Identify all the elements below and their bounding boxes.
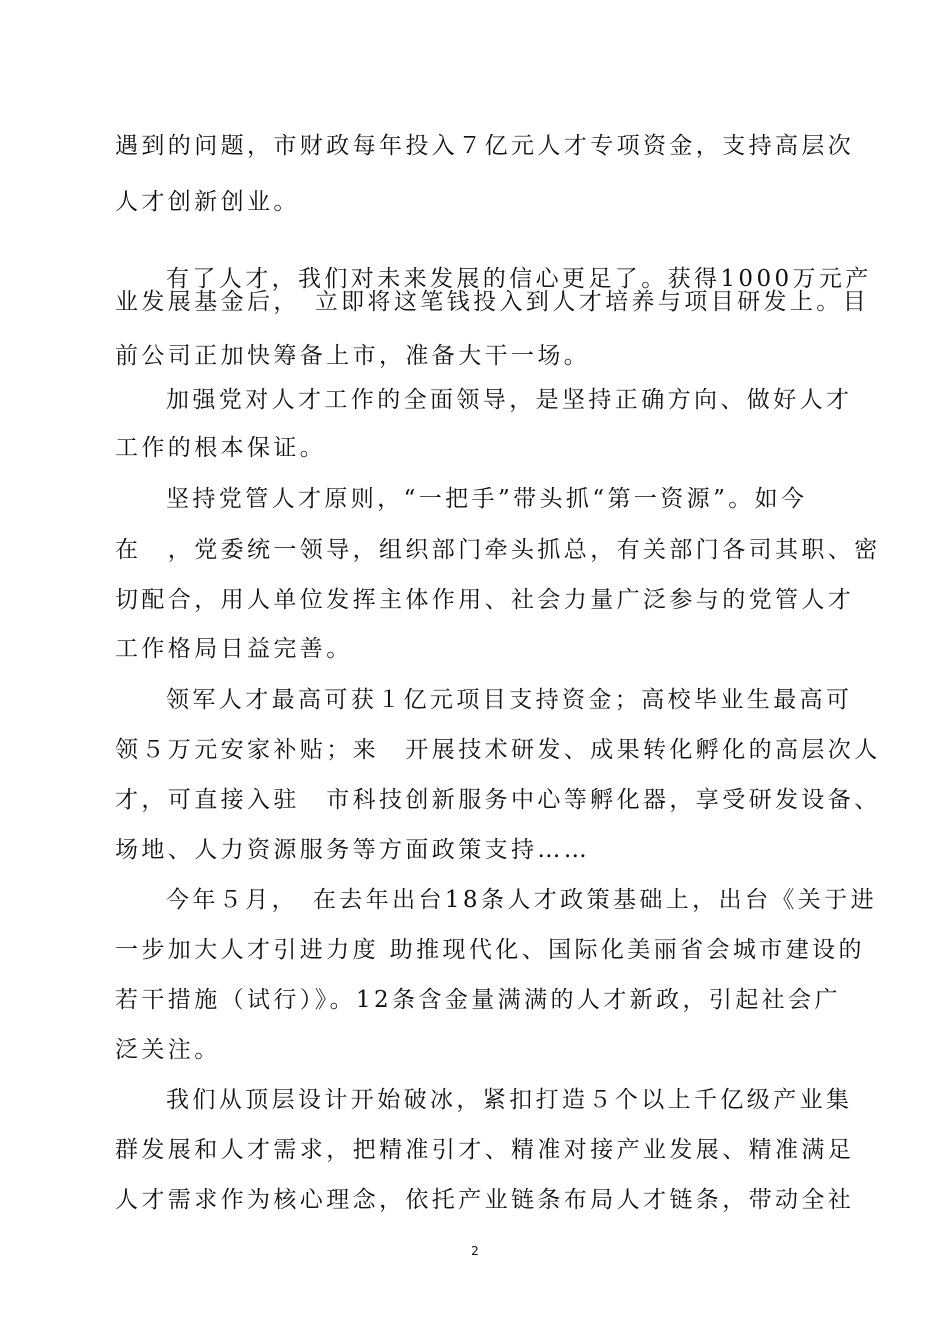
page-number: 2 (471, 1244, 479, 1258)
text-line: 群发展和人才需求，把精准引才、精准对接产业发展、精准满足 (115, 1137, 855, 1163)
text-line: 在 ，党委统一领导，组织部门牵头抓总，有关部门各司其职、密 (115, 537, 881, 563)
text-line: 一步加大人才引进力度 助推现代化、国际化美丽省会城市建设的 (115, 937, 865, 963)
text-line: 泛关注。 (115, 1037, 221, 1063)
text-line: 才，可直接入驻 市科技创新服务中心等孵化器，享受研发设备、 (115, 787, 881, 813)
text-line: 我们从顶层设计开始破冰，紧扣打造５个以上千亿级产业集 (166, 1087, 853, 1113)
text-line: 领军人才最高可获１亿元项目支持资金；高校毕业生最高可 (166, 687, 853, 713)
text-line: 工作的根本保证。 (115, 435, 327, 461)
text-line: 人才创新创业。 (115, 189, 300, 215)
text-line: 人才需求作为核心理念，依托产业链条布局人才链条，带动全社 (115, 1187, 855, 1213)
text-line: 若干措施（试行）》。12条含金量满满的人才新政，引起社会广 (115, 987, 841, 1013)
text-line: 加强党对人才工作的全面领导，是坚持正确方向、做好人才 (166, 387, 853, 413)
text-line: 切配合，用人单位发挥主体作用、社会力量广泛参与的党管人才 (115, 587, 855, 613)
text-line: 遇到的问题，市财政每年投入７亿元人才专项资金，支持高层次 (115, 133, 855, 159)
text-line: 工作格局日益完善。 (115, 636, 353, 662)
text-line: 场地、人力资源服务等方面政策支持…… (115, 837, 591, 863)
text-line: 坚持党管人才原则，“一把手”带头抓“第一资源”。如今 (166, 486, 808, 512)
text-line: 领５万元安家补贴；来 开展技术研发、成果转化孵化的高层次人 (115, 737, 881, 763)
text-line: 有了人才，我们对未来发展的信心更足了。获得1000万元产 (166, 266, 872, 292)
text-line: 前公司正加快筹备上市，准备大干一场。 (115, 343, 591, 369)
text-line: 今年５月， 在去年出台18条人才政策基础上，出台《关于进 (166, 887, 877, 913)
text-line: 业发展基金后， 立即将这笔钱投入到人才培养与项目研发上。目 (115, 289, 870, 315)
